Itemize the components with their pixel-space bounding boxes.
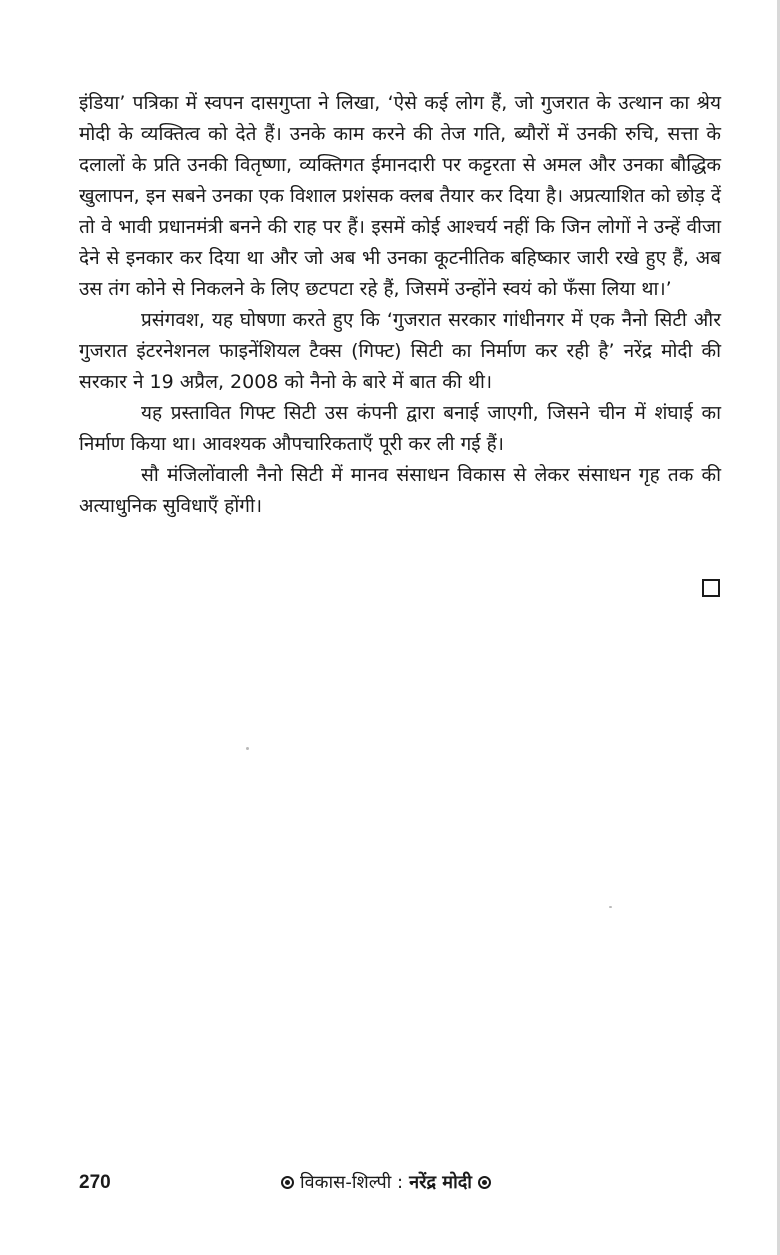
flower-ornament-icon <box>281 1176 294 1189</box>
page-number: 270 <box>79 1172 111 1193</box>
flower-ornament-icon <box>478 1176 491 1189</box>
paragraph-2: प्रसंगवश, यह घोषणा करते हुए कि ‘गुजरात सरकार गांधीनगर में एक नैनो सिटी और गुजरात इंटरनेशनल फाइनेंशियल टैक्स (गिफ्ट) सिटी का निर्माण कर रही है’ नरेंद्र मोदी की सरकार ने 19 अप्रैल, 2008 को नैनो के बारे में बात की थी। <box>79 309 721 393</box>
running-title <box>275 1170 497 1194</box>
author-name: नरेंद्र मोदी <box>409 1172 472 1193</box>
book-title: विकास-शिल्पी : <box>300 1172 404 1193</box>
chapter-end-square-icon <box>702 579 720 597</box>
scan-speck <box>246 747 249 750</box>
scan-speck <box>609 906 612 908</box>
page-footer <box>79 1170 721 1196</box>
paragraph-3: यह प्रस्तावित गिफ्ट सिटी उस कंपनी द्वारा बनाई जाएगी, जिसने चीन में शंघाई का निर्माण किया था। आवश्यक औपचारिकताएँ पूरी कर ली गई हैं। <box>79 402 721 455</box>
paragraph-4: सौ मंजिलोंवाली नैनो सिटी में मानव संसाधन विकास से लेकर संसाधन गृह तक की अत्याधुनिक सुविधाएँ होंगी। <box>79 464 721 517</box>
paragraph-1: इंडिया’ पत्रिका में स्वपन दासगुप्ता ने लिखा, ‘ऐसे कई लोग हैं, जो गुजरात के उत्थान का श्रेय मोदी के व्यक्तित्व को देते हैं। उनके काम करने की तेज गति, ब्यौरों में उनकी रुचि, सत्ता के दलालों के प्रति उनकी वितृष्णा, व्यक्तिगत ईमानदारी पर कट्टरता से अमल और उनका बौद्धिक खुलापन, इन सबने उनका एक विशाल प्रशंसक क्लब तैयार कर दिया है। अप्रत्याशित को छोड़ दें तो वे भावी प्रधानमंत्री बनने की राह पर हैं। इसमें कोई आश्चर्य नहीं कि जिन लोगों ने उन्हें वीजा देने से इनकार कर दिया था और जो अब भी उनका कूटनीतिक बहिष्कार जारी रखे हुए हैं, अब उस तंग कोने से निकलने के लिए छटपटा रहे हैं, जिसमें उन्होंने स्वयं को फँसा लिया था।’ <box>79 92 721 300</box>
page-body <box>79 88 721 522</box>
